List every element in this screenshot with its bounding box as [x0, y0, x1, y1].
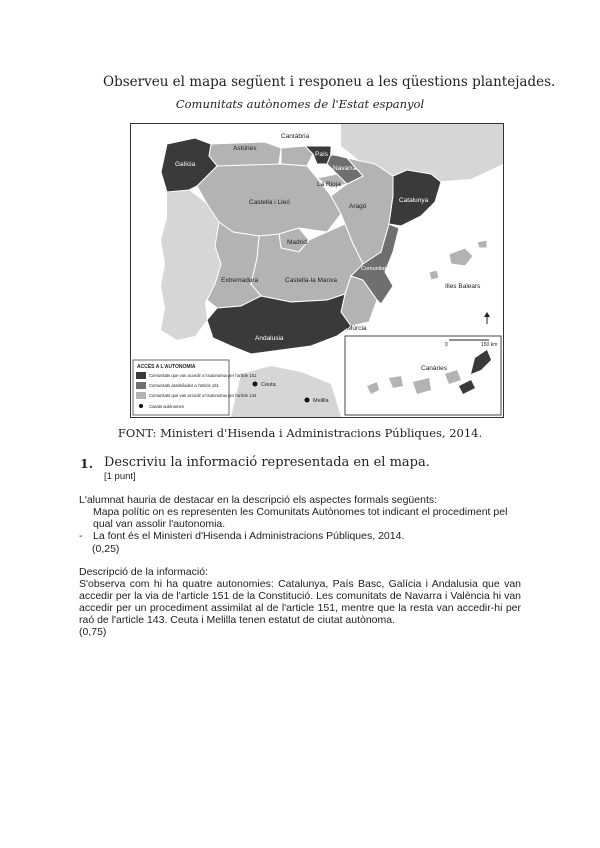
answer-list-item: - La font és el Ministeri d'Hisenda i Administracions Públiques, 2014. [79, 530, 405, 542]
label-illes-balears: Illes Balears [445, 283, 481, 290]
label-catalunya: Catalunya [399, 197, 429, 204]
label-arago: Aragó [349, 203, 367, 210]
label-canaries: Canàries [421, 365, 448, 372]
score-formal: (0,25) [92, 543, 120, 555]
label-asturies: Astúries [233, 145, 257, 152]
label-extremadura: Extremadura [221, 277, 259, 284]
answer-list-item: Mapa polític on es representen les Comunitats Autònomes tot indicant el procediment pel qual van assolir l'autonomia. [93, 506, 508, 530]
label-castella-lleo: Castella i Lleó [249, 199, 290, 206]
legend-item-art143: Comunitats que van accedir a l'autonomia per l'article 143 [149, 393, 257, 398]
label-murcia: Múrcia [347, 325, 367, 332]
description-title: Descripció de la informació: [79, 566, 208, 578]
scale-km: 150 km [481, 342, 498, 348]
answer-list [79, 506, 524, 542]
map-source: FONT: Ministeri d'Hisenda i Administracions Públiques, 2014. [117, 426, 483, 440]
legend-item-cities: Ciutats autònomes [149, 404, 184, 409]
label-galicia: Galícia [175, 161, 196, 168]
question-text: Descriviu la informació representada en el mapa. [104, 455, 430, 470]
label-cantabria: Cantàbria [281, 133, 310, 140]
label-la-rioja: La Rioja [317, 181, 341, 188]
description-body: S'observa com hi ha quatre autonomies: Catalunya, País Basc, Galícia i Andalusia que van accedir per la via de l'article 151 de la Constitució. Les comunitats de Navarra i València hi van accedir per un procediment assimilat al de l'article 151, mentre que la resta van accedir-hi per raó de l'article 143. Ceuta i Melilla tenen estatut de ciutat autònoma. [79, 578, 521, 626]
question-points: [1 punt] [104, 471, 136, 482]
label-madrid: Madrid [287, 239, 307, 246]
question-number: 1. [80, 456, 94, 471]
label-comunitat-valenciana: Comunitat Valenciana [361, 266, 415, 272]
ceuta-dot [253, 382, 258, 387]
spain-autonomous-communities-map [130, 123, 504, 418]
bullet-dash-icon: - [79, 530, 83, 542]
legend-title: ACCÉS A L'AUTONOMIA [137, 364, 196, 370]
score-description: (0,75) [79, 626, 107, 638]
melilla-dot [305, 398, 310, 403]
instructions: Observeu el mapa següent i responeu a les qüestions plantejades. [103, 74, 556, 90]
legend-item-assimilated: Comunitats assimilades a l'article 151 [149, 383, 219, 388]
label-navarra: Navarra [333, 165, 357, 172]
label-pais-basc: País Basc [315, 151, 345, 158]
label-andalusia: Andalusia [255, 335, 284, 342]
answer-intro: L'alumnat hauria de destacar en la descripció els aspectes formals següents: [79, 494, 438, 506]
label-ceuta: Ceuta [261, 382, 276, 388]
map-title: Comunitats autònomes de l'Estat espanyol [175, 97, 425, 111]
label-castella-manxa: Castella-la Manxa [285, 277, 338, 284]
legend-item-art151: Comunitats que van accedir a l'autonomia per l'article 151 [149, 373, 257, 378]
label-melilla: Melilla [313, 398, 329, 404]
canary-inset-frame [345, 336, 501, 415]
scale-zero: 0 [445, 342, 448, 348]
